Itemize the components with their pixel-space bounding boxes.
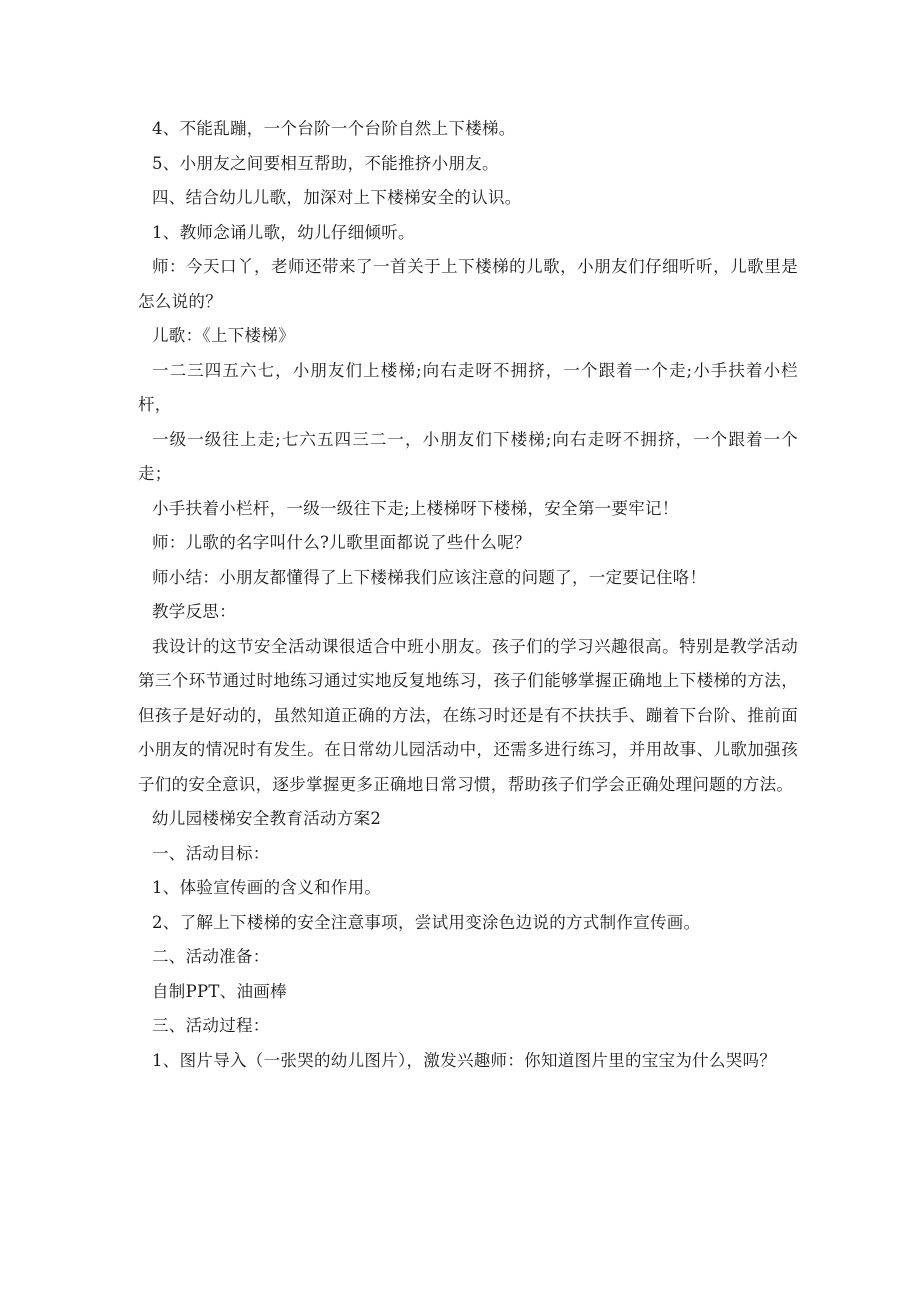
paragraph-goal-1: 1、体验宣传画的含义和作用。 bbox=[152, 878, 382, 897]
paragraph-teacher-intro: 师：今天口丫，老师还带来了一首关于上下楼梯的儿歌，小朋友们仔细听听，儿歌里是怎么说的？ bbox=[138, 257, 798, 311]
paragraph-section-4: 四、结合幼儿儿歌，加深对上下楼梯安全的认识。 bbox=[152, 188, 522, 207]
paragraph-process-step-1: 1、图片导入（一张哭的幼儿图片），激发兴趣师：你知道图片里的宝宝为什么哭吗？ bbox=[152, 1050, 777, 1070]
paragraph-rule-4: 4、不能乱蹦，一个台阶一个台阶自然上下楼梯。 bbox=[152, 119, 516, 138]
paragraph-preparation-items: 自制PPT、油画棒 bbox=[152, 981, 287, 1001]
paragraph-reflection-heading: 教学反思： bbox=[152, 602, 236, 621]
paragraph-preparation-heading: 二、活动准备： bbox=[152, 947, 270, 966]
paragraph-reflection-body: 我设计的这节安全活动课很适合中班小朋友。孩子们的学习兴趣很高。特别是教学活动第三个环节通过时地练习通过实地反复地练习，孩子们能够掌握正确地上下楼梯的方法，但孩子是好动的，虽然知道正确的方法，在练习时还是有不扶扶手、蹦着下台阶、推前面小朋友的情况时有发生。在日常幼儿园活动中，还需多进行练习，并用故事、儿歌加强孩子们的安全意识，逐步掌握更多正确地日常习惯，帮助孩子们学会正确处理问题的方法。 bbox=[138, 636, 798, 794]
paragraph-goals-heading: 一、活动目标： bbox=[152, 843, 270, 863]
document-body bbox=[138, 112, 798, 1078]
paragraph-rhyme-title: 儿歌：《上下楼梯》 bbox=[152, 326, 295, 345]
paragraph-teacher-question: 师：儿歌的名字叫什么?儿歌里面都说了些什么呢？ bbox=[152, 533, 531, 552]
paragraph-rhyme-line-2: 一级一级往上走;七六五四三二一，小朋友们下楼梯;向右走呀不拥挤，一个跟着一个走； bbox=[138, 429, 798, 483]
paragraph-step-1: 1、教师念诵儿歌，幼儿仔细倾听。 bbox=[152, 222, 415, 242]
paragraph-process-heading: 三、活动过程： bbox=[152, 1016, 270, 1035]
paragraph-rhyme-line-3: 小手扶着小栏杆，一级一级往下走;上楼梯呀下楼梯，安全第一要牢记！ bbox=[152, 498, 679, 518]
paragraph-teacher-summary: 师小结：小朋友都懂得了上下楼梯我们应该注意的问题了，一定要记住咯！ bbox=[152, 567, 707, 587]
paragraph-goal-2: 2、了解上下楼梯的安全注意事项，尝试用变涂色边说的方式制作宣传画。 bbox=[152, 912, 701, 932]
paragraph-rule-5: 5、小朋友之间要相互帮助，不能推挤小朋友。 bbox=[152, 153, 499, 173]
paragraph-plan-2-title: 幼儿园楼梯安全教育活动方案2 bbox=[152, 809, 382, 828]
paragraph-rhyme-line-1: 一二三四五六七，小朋友们上楼梯;向右走呀不拥挤，一个跟着一个走;小手扶着小栏杆， bbox=[138, 360, 798, 414]
